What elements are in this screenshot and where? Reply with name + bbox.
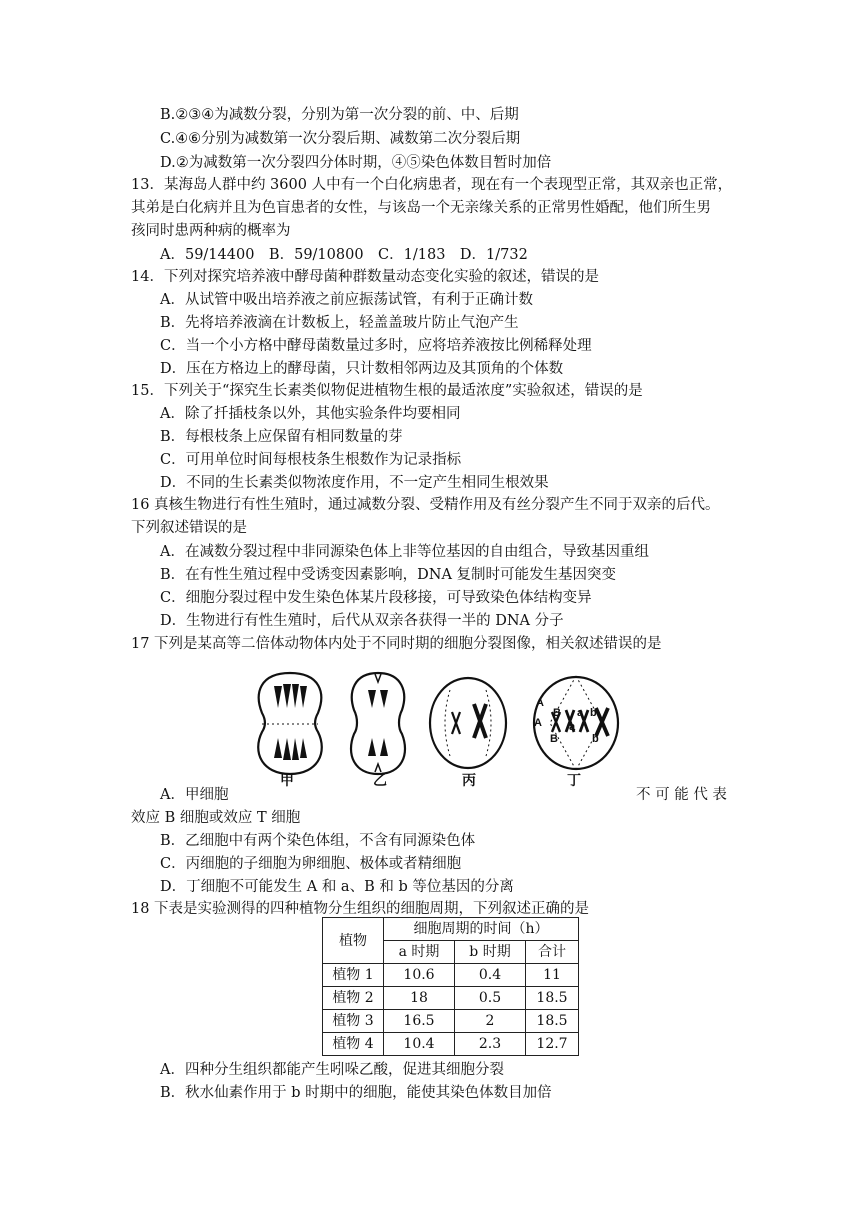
figure-label-yi: 乙 xyxy=(373,773,387,789)
table-cell: 10.6 xyxy=(384,964,455,987)
table-header-cycle: 细胞周期的时间（h） xyxy=(384,918,579,941)
table-cell: 12.7 xyxy=(526,1033,579,1056)
table-cell: 植物 2 xyxy=(323,987,384,1010)
table-row xyxy=(323,1033,579,1056)
q15-stem: 15．下列关于“探究生长素类似物促进植物生根的最适浓度”实验叙述，错误的是 xyxy=(131,383,643,399)
q12-option-c: C.④⑥分别为减数第一次分裂后期、减数第二次分裂后期 xyxy=(160,131,521,147)
cell-division-figure xyxy=(250,668,640,783)
q17-option-b: B．乙细胞中有两个染色体组，不含有同源染色体 xyxy=(160,833,476,849)
q13-stem-3: 孩同时患两种病的概率为 xyxy=(131,223,291,239)
q15-option-d: D．不同的生长素类似物浓度作用，不一定产生相同生根效果 xyxy=(160,475,549,491)
q16-option-a: A．在减数分裂过程中非同源染色体上非等位基因的自由组合，导致基因重组 xyxy=(160,544,649,560)
cell-yi-chromosomes xyxy=(368,674,388,772)
q12-option-d: D.②为减数第一次分裂四分体时期，④⑤染色体数目暂时加倍 xyxy=(160,155,552,171)
q15-option-a: A．除了扦插枝条以外，其他实验条件均要相同 xyxy=(160,406,461,422)
cell-bing xyxy=(430,678,506,768)
table-cell: 0.4 xyxy=(455,964,526,987)
q18-stem: 18 下表是实验测得的四种植物分生组织的细胞周期，下列叙述正确的是 xyxy=(131,901,590,917)
gene-label-b1: b xyxy=(590,707,597,719)
table-cell: 11 xyxy=(526,964,579,987)
gene-label-B1: B xyxy=(553,707,561,719)
q13-stem-1: 13．某海岛人群中约 3600 人中有一个白化病患者，现在有一个表现型正常，其双亲也正常， xyxy=(131,177,733,193)
q17-option-d: D．丁细胞不可能发生 A 和 a、B 和 b 等位基因的分离 xyxy=(160,879,514,895)
gene-label-A1: A xyxy=(536,697,544,709)
q16-stem-1: 16 真核生物进行有性生殖时，通过减数分裂、受精作用及有丝分裂产生不同于双亲的后代。 xyxy=(131,497,720,513)
table-cell: 18 xyxy=(384,987,455,1010)
q12-option-b: B.②③④为减数分裂，分别为第一次分裂的前、中、后期 xyxy=(160,107,519,123)
q18-option-a: A．四种分生组织都能产生吲哚乙酸，促进其细胞分裂 xyxy=(160,1062,504,1078)
q18-option-b: B．秋水仙素作用于 b 时期中的细胞，能使其染色体数目加倍 xyxy=(160,1085,552,1101)
q14-option-b: B．先将培养液滴在计数板上，轻盖盖玻片防止气泡产生 xyxy=(160,315,519,331)
table-row xyxy=(323,964,579,987)
q17-option-c: C．丙细胞的子细胞为卵细胞、极体或者精细胞 xyxy=(160,856,462,872)
table-subheader-a: a 时期 xyxy=(384,941,455,964)
q13-stem-2: 其弟是白化病并且为色盲患者的女性，与该岛一个无亲缘关系的正常男性婚配，他们所生男 xyxy=(131,200,711,216)
table-cell: 0.5 xyxy=(455,987,526,1010)
q15-option-b: B．每根枝条上应保留有相同数量的芽 xyxy=(160,429,403,445)
q16-option-c: C．细胞分裂过程中发生染色体某片段移接，可导致染色体结构变异 xyxy=(160,590,592,606)
gene-label-B2: B xyxy=(550,733,558,745)
gene-label-A2: A xyxy=(534,717,542,729)
q17-option-a-right: 不 可 能 代 表 xyxy=(636,787,727,803)
table-cell: 16.5 xyxy=(384,1010,455,1033)
table-cell: 2 xyxy=(455,1010,526,1033)
cell-jia-chromosomes xyxy=(274,684,307,760)
table-row xyxy=(323,1010,579,1033)
gene-label-a2: a xyxy=(569,721,576,733)
cell-ding-gene-labels xyxy=(534,697,599,745)
gene-label-b2: b xyxy=(592,733,599,745)
figure-label-jia: 甲 xyxy=(280,773,294,789)
table-cell: 植物 4 xyxy=(323,1033,384,1056)
figure-label-ding: 丁 xyxy=(567,773,581,789)
q14-option-c: C．当一个小方格中酵母菌数量过多时，应将培养液按比例稀释处理 xyxy=(160,338,592,354)
q17-option-a-left: A．甲细胞 xyxy=(160,787,229,803)
cell-cycle-table xyxy=(322,917,579,1056)
q16-option-d: D．生物进行有性生殖时，后代从双亲各获得一半的 DNA 分子 xyxy=(160,613,564,629)
cell-yi xyxy=(351,673,405,774)
table-subheader-b: b 时期 xyxy=(455,941,526,964)
q13-options: A．59/14400 B．59/10800 C．1/183 D．1/732 xyxy=(160,247,528,263)
table-subheader-total: 合计 xyxy=(526,941,579,964)
q17-option-a-cont: 效应 B 细胞或效应 T 细胞 xyxy=(131,810,301,826)
gene-label-a1: a xyxy=(577,707,584,719)
q14-stem: 14．下列对探究培养液中酵母菌种群数量动态变化实验的叙述，错误的是 xyxy=(131,269,599,285)
q14-option-d: D．压在方格边上的酵母菌，只计数相邻两边及其顶角的个体数 xyxy=(160,361,564,377)
q16-option-b: B．在有性生殖过程中受诱变因素影响，DNA 复制时可能发生基因突变 xyxy=(160,567,617,583)
table-cell: 18.5 xyxy=(526,1010,579,1033)
cell-bing-chromosomes xyxy=(452,704,486,738)
q16-stem-2: 下列叙述错误的是 xyxy=(131,520,247,536)
q14-option-a: A．从试管中吸出培养液之前应振荡试管，有利于正确计数 xyxy=(160,292,533,308)
table-cell: 18.5 xyxy=(526,987,579,1010)
figure-label-bing: 丙 xyxy=(462,773,476,789)
table-row xyxy=(323,987,579,1010)
table-cell: 2.3 xyxy=(455,1033,526,1056)
cell-ding xyxy=(534,676,618,770)
table-cell: 10.4 xyxy=(384,1033,455,1056)
table-header-plant: 植物 xyxy=(323,918,384,964)
q15-option-c: C．可用单位时间每根枝条生根数作为记录指标 xyxy=(160,452,462,468)
q17-stem: 17 下列是某高等二倍体动物体内处于不同时期的细胞分裂图像，相关叙述错误的是 xyxy=(131,636,662,652)
table-cell: 植物 3 xyxy=(323,1010,384,1033)
table-cell: 植物 1 xyxy=(323,964,384,987)
